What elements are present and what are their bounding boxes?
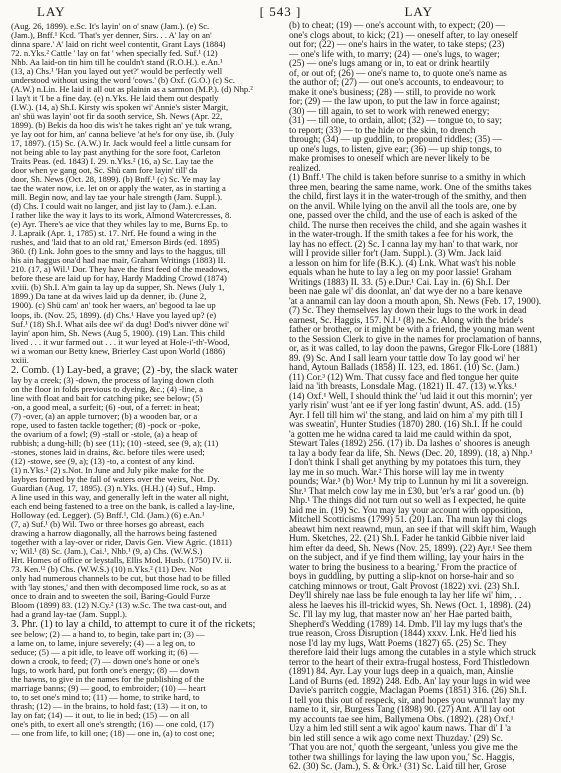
text-line: lived . . . it wur farmed out . . . it wur leyed at Hole-i'-th'-Wood,: [11, 336, 230, 347]
text-line: each end being fastened to a tree on the bank, is called a lay-line,: [11, 500, 235, 511]
text-line: father or brother, or it might be with a friend, the young man went: [289, 325, 535, 335]
text-line: see below; (2) — a hand to, to begin, take part in; (3) —: [11, 629, 205, 640]
text-line: layin' apon him, Sh. News (Aug 5, 1900). (19) Lan. This child: [11, 327, 225, 338]
running-header: [0, 4, 561, 20]
text-line: 2. Comb. (1) Lay-bed, a grave; (2) -by, the slack water: [11, 364, 238, 376]
text-line: of, or out of; (26) — one's name to, to quote one's name as: [289, 68, 507, 79]
text-line: laybyes formed by the fall of waters over the weirs, Not. Dy.: [11, 473, 220, 484]
text-line: drawing a harrow diagonally, all the harrows being fastened: [11, 527, 217, 538]
left-headword: LAY: [37, 4, 66, 19]
text-line: him efter da deed, Sh. News (Nov. 25, 1899). (22) Ayr.¹ See them: [289, 543, 532, 554]
text-line: a lesson on him for life (B.K.). (4) Lnk. What was't his noble: [289, 258, 516, 269]
text-line: was sweatin', Hunter Studies (1870) 280. (16) Sh.I. If he could: [289, 420, 523, 430]
text-line: child. The nurse then receives the child, and she again washes it: [289, 220, 527, 231]
text-line: to report; (33) — to the hide or the skin, to drench: [289, 125, 476, 136]
text-line: (1) n.Yks.² (2) s.Not. In June and July pike make for the: [11, 464, 204, 475]
text-line: been nae gale wi' dis doonlat, an' dat wye der no a bare kenave: [289, 287, 523, 297]
text-line: laid me in. (19) Sc. You may lay your account with opposition,: [289, 505, 523, 516]
text-line: Holloway (ed. Legger). (5) Bnff.¹, Cld. (Jam.) (6) e.An.¹: [11, 509, 205, 520]
text-line: Shepherd's Wedding (1789) 14. Dmb. I'll lay my lugs that's the: [289, 619, 523, 630]
text-line: 360. (f) Lnk. John goes to the smny and lays to the haggus, till: [11, 246, 226, 257]
text-line: wi a woman our Betty knew, Brierley Cast upon World (1886): [11, 345, 226, 356]
text-line: xxiii.: [11, 354, 29, 365]
text-line: true reason, Cross Disruption (1844) xxxv. Lnk. He'd lied his: [289, 629, 517, 639]
text-line: Stewart Tales (1892) 256. (17) ib. Da lashes o' shoores is aneugh: [289, 439, 530, 449]
text-line: will I provide siller for't (Jam. Suppl.). (3) Wm. Jack laid: [289, 249, 502, 259]
text-line: (d) Chs. I could wait no langer, and jist lay to (Jam.). e.Lan.: [11, 201, 217, 212]
text-line: (Aug. 26, 1899). e.Sc. It's layin' on o' snaw (Jam.). (e) Sc.: [11, 21, 210, 31]
text-line: the hawns, to give in the names for the publishing of the: [11, 674, 205, 685]
text-line: Suf.¹ (18) Sh.I. What ails dee wi' da dug! Dod's nivver döne wi': [11, 318, 229, 329]
text-line: through; (34) — up guddlin, to propound riddles; (35) —: [289, 135, 502, 145]
text-line: thrash; (12) — in the brains, to hold fast; (13) — it on, to: [11, 701, 208, 712]
text-line: 'a gotten me he widna cared ta laid me cauld within da spot,: [289, 429, 512, 440]
text-line: door when ye gang oot, Sc. Shü cam fore layin' till' da: [11, 165, 198, 176]
text-line: (7) -over, (a) an apple turnover; (b) a wooden bar, or a: [11, 410, 198, 421]
text-line: lay by a creek; (3) -down, the process of laying down cloth: [11, 374, 214, 385]
text-line: (7) Sc. They themselves lay down their lugs to the work in dead: [289, 306, 527, 316]
text-line: (Jam.), Bnff.¹ Kcd. 'That's yer denner, Sirs. . . A' lay on an': [11, 30, 212, 41]
text-line: (A.W.) n.Lin. He laid it all out as plainin as a sarmon (M.P.). (d) Nhp.²: [11, 84, 253, 95]
text-line: (25) — one's lugs amang or in, to eat or drink heartily: [289, 59, 490, 69]
text-line: one, passed over the child, and the use of each is asked of the: [289, 211, 517, 221]
text-line: 72. n.Yks.² Cattle ' lay on fat ' when specially fed. Suf.¹ (12): [11, 48, 218, 59]
text-line: rushes, and 'laid that to an old rat,' Emerson Birds (ed. 1895): [11, 237, 220, 248]
text-line: ye lay oot for him, an' canna believe 'at he's for ony üse, ib. (July: [11, 129, 235, 140]
text-line: 73. Ken.¹² (b) Chs. (W.W.S.) (10) n.Yks.² (11) Dev. Not: [11, 563, 202, 574]
text-line: to, to set one's mind to; (11) — home, to strike hard, to: [11, 692, 200, 703]
text-line: nose I'd lay my lugs, Watt Poems (1827) 65. (25) Sc. They: [289, 638, 507, 649]
text-line: the ovarium of a fowl; (9) -stall or -stole, (a) a heap of: [11, 428, 198, 439]
text-line: up one's lugs, to listen, give ear; (36) — up ship tongs, to: [289, 144, 502, 155]
text-line: (e) Ayr. There's ae vice that they whiles lay to me, Burns Ep. to: [11, 219, 228, 230]
text-line: 1899). (b) Bekis da hoo dis wis't he takes right an' ye tuk wrang,: [11, 120, 233, 131]
text-line: in the water-trough. If the smith takes a fee for his work, the: [289, 230, 513, 240]
text-line: lay has no effect. (2) Sc. I canna lay my han' to that wark, nor: [289, 239, 518, 250]
text-line: (1) Bnff.¹ The child is taken before sunrise to a smithy in which: [289, 173, 526, 183]
text-line: out for; (22) — one's hairs in the water, to take steps; (23): [289, 40, 505, 50]
text-line: -stones, stones laid in drains, &c. before tiles were used;: [11, 446, 205, 457]
text-line: the author of; (27) — out one's accounts, to endeavour; to: [289, 78, 504, 88]
text-line: Nhb. Aa laid-on tin him till he couldn't stand (R.O.H.). e.An.¹: [11, 57, 223, 68]
text-line: marriage banns; (9) — good, to embroider; (10) — heart: [11, 683, 206, 694]
text-line: Writings (1883) II. 33. (5) e.Dur.¹ Cai. Lay in. (6) Sh.I. Der: [289, 277, 510, 288]
text-line: (7, a) Suf.¹ (b) Wil. Two or three horses go abreast, each: [11, 518, 204, 529]
text-line: 'at a annamil can lay doon a mouth apon, Sh. News (Feb. 17, 1900).: [289, 296, 542, 307]
text-line: make it one's business; (28) — still, to provide no work: [289, 87, 496, 98]
text-line: aless he laeves his ill-trickid wyes, Sh. News (Oct. 1, 1898). (24): [289, 600, 531, 611]
text-line: lugs, to work hard, put forth one's energy; (8) — down: [11, 665, 200, 676]
text-line: Davie's parritch coggie, Maclagan Poems (1851) 316. (26) Sh.I.: [289, 686, 527, 696]
text-line: boys in guddling, by putting a slip-knot on horse-hair and so: [289, 572, 514, 582]
text-line: terror to the heart of their extra-frugal hostess, Ford Thistledown: [289, 657, 530, 668]
text-line: -on, a good meal, a surfeit; (6) -out, of a ferret: in heat;: [11, 401, 200, 412]
text-line: an' shü was layin' oot fir da sooth service, Sh. News (Apr. 22,: [11, 111, 223, 122]
text-line: loops, ib. (Nov. 25, 1899). (d) Chs.¹ Have you layed up? (e): [11, 309, 217, 320]
text-line: I tell you this out of respeck, sir, and hopes you wunna't lay my: [289, 695, 525, 706]
text-line: before these are laid up for hay, Hardy Madding Crowd (1874): [11, 273, 227, 284]
text-line: 89. (9) Sc. And I sall learn your tattle dow To lay good wi' her: [289, 353, 520, 364]
text-line: my accounts tae see him, Ballymena Obs. (1892). (28) Oxf.¹: [289, 714, 514, 725]
text-line: 62. (30) Sc. (Jam.), S. & Ork.¹ (31) Sc. Laid till her, Grose: [289, 762, 507, 772]
text-line: dinna spare.' A' laid on richt weel contentit, Grant Lays (1884): [11, 39, 226, 50]
text-line: make promises to oneself which are never likely to be: [289, 154, 490, 164]
text-line: tother twa shillings for laying the law upon you,' Sc. Haggis,: [289, 752, 515, 763]
text-line: Uzy a him led still sent a wik agoo' kaum naws. Thar di' I 'a: [289, 724, 511, 734]
text-line: 'That you are not,' quoth the sergeant, 'unless you give me the: [289, 743, 518, 753]
text-line: once to drain and to sweeten the soil, Baring-Gould Furze: [11, 590, 211, 601]
text-line: xviii. (b) Sh.I. A'm gain ta lay up da supper, Sh. News (July 1,: [11, 282, 225, 293]
text-line: equals whan he hute to lay a leg on my poor lassie! Graham: [289, 268, 512, 278]
text-line: name to it, sir, Burgess Tang (1898) 90. (27) Ant. A'll lay oot: [289, 705, 515, 715]
text-line: for; (29) — the law upon, to put the law in force against;: [289, 97, 500, 107]
text-line: Hum. Sketches, 22. (21) Sh.I. Fader he tankid Gibbie niver laid: [289, 534, 525, 544]
text-line: Bloom (1899) 83. (12) N.Cy.² (13) w.Sc. The twa cast-out, and: [11, 599, 227, 610]
text-line: Mitchell Scotticisms (1799) 51. (20) Lan. Tha mun lay thi clogs: [289, 515, 527, 525]
text-line: Hrt. Homes of office or leystalls, Ellis Mod. Husb. (1750) IV. ii.: [11, 554, 232, 565]
text-line: understood without using the word 'cows.' (b) Oxf. (G.O.) (c) Sc.: [11, 75, 235, 86]
text-line: ta lay a body fear da life, Sh. News (Dec. 20, 1899). (18, a) Nhp.¹: [289, 448, 533, 459]
text-line: (b) to cheat; (19) — one's account with, to expect; (20) —: [289, 21, 505, 31]
text-line: (1891) 84. Ayr. Lay your lugs deep in a quaich, man, Ainslie: [289, 667, 514, 677]
text-line: yarly risin' wust 'ant ee if yer long fastin' dwunt, AS. add. (15): [289, 401, 520, 411]
text-line: v; Wil.¹ (8) Sc. (Jam.), Cai.¹, Nhb.¹ (9, a) Chs. (W.W.S.): [11, 545, 203, 556]
text-line: rubbish; a dung-hill; (b) see (11); (10) -steed, see (9, a); (11): [11, 437, 219, 448]
text-line: Ayr. I fell till him wi' the stang, and laid on him a' my pith till I: [289, 410, 523, 421]
text-line: one's pith, to exert all one's strength; (16) — one cold, (17): [11, 719, 214, 730]
text-line: Land of Burns (ed. 1892) 248. Edb. An' lay your lugs in wid wee: [289, 676, 531, 687]
text-line: down a crook, to feed; (7) — down one's hone or one's: [11, 656, 200, 667]
text-line: lay me in so much. War.² This horse will lay me in twenty: [289, 467, 504, 478]
text-line: to the Session Clerk to give in the names for proclamation of banns,: [289, 334, 542, 345]
text-line: (11) Cor.³ (12) Wm. That cussy face and fled tongue her quite: [289, 372, 519, 383]
text-line: — one from life, to kill one; (18) — one in, (a) to cost one;: [11, 728, 215, 739]
text-line: the child, first lays it in the water-trough of the smithy, and then: [289, 192, 527, 202]
text-line: I don't think I shall get anything by my potatoes this turn, they: [289, 458, 521, 468]
text-line: on the subject, and if ye find them willing, lay your hairs in the: [289, 553, 524, 563]
text-line: had a grand lay-tae (Jam. Suppl.).: [11, 609, 127, 619]
text-line: laid na 'ith breasts, Lonsdale Mag. (1821) II. 47. (13) w.Yks.¹: [289, 382, 517, 392]
page-number: [ 543 ]: [259, 4, 302, 19]
text-line: door, Sh. News (Oct. 28, 1899). (b) Bnff.¹ (c) Sc. Ye may lay: [11, 174, 221, 185]
text-line: hand, Aytoun Ballads (1858) II. 123, ed. 1861. (10) Sc. (Jam.): [289, 363, 520, 373]
text-line: three men, bearing the same name, work. One of the smiths takes: [289, 182, 532, 193]
text-line: 1900). (c) Shü cam' an' took her waers, an' begood ta lae up: [11, 300, 216, 311]
text-line: only had numerous channels to be cut, but those had to be filled: [11, 572, 231, 583]
text-line: I rather like the way it lays to its work, Almond Watercresses, 8.: [11, 210, 232, 221]
text-line: abeawt him next reawnd, mun, an see if that will skift him, Waugh: [289, 524, 537, 535]
text-line: with 'lay stones,' and then with decomposed lime rock, so as at: [11, 581, 227, 592]
text-line: not being able to lay past anything for the sore foot, Carleton: [11, 147, 221, 158]
text-line: on the anvil. While lying on the anvil all the tools are, one by: [289, 201, 517, 212]
text-line: earnest, Sc. Haggis, 157. N.I.¹ (8) ne.Sc. Along with the bride's: [289, 315, 524, 326]
text-line: (13, a) Chs.¹ 'Han you layed out yet?' would be perfectly well: [11, 66, 223, 77]
text-line: Guardian (Aug. 17, 1895). (3) n.Yks. (H.H.) (4) Suf., Hmp.: [11, 482, 216, 493]
text-line: A line used in this way, and generally left in the water all night,: [11, 491, 229, 502]
text-line: — one's life with, to marry; (24) — one's lugs, to wager;: [289, 49, 500, 60]
text-line: line with float and bait for catching pike; see below; (5): [11, 392, 203, 403]
text-line: Traits Peas. (ed. 1843) I. 29. n.Yks.² (16, a) Sc. Lay tae the: [11, 156, 214, 167]
text-line: 3. Phr. (1) to lay a child, to attempt to cure it of the rickets;: [11, 619, 256, 631]
text-line: mill. Begin now, and lay tae your hale strength (Jam. Suppl.).: [11, 192, 223, 203]
text-line: on the floor in folds previous to dyeing, &c.; (4) -line, a: [11, 383, 203, 394]
text-line: bin led still sence a wik ago come next Thuzday.' (29) Sc.: [289, 733, 503, 744]
right-column: [289, 21, 543, 772]
left-column: [11, 22, 265, 750]
text-line: therefore laid their lugs among the cutables in a style which struck: [289, 648, 537, 658]
text-line: J. Lapraik (Apr. 1, 1785) st. 17. Nrf. He found a wing in the: [11, 228, 217, 239]
text-line: tae the water now, i.e. let on or apply the water, as in starting a: [11, 183, 226, 194]
text-line: (14) Oxf.¹ Well, I should think the' 'ud laid it out this mornin'; yer: [289, 391, 533, 402]
text-line: a lame on, to lame, injure severely; (4) — a leg on, to: [11, 638, 195, 649]
text-line: Shr.¹ That melch cow lay me in £30, but 'er's a rar' good un. (b): [289, 486, 524, 497]
text-line: water to bring the business to a bearing.' From the practice of: [289, 562, 517, 573]
text-line: I lay't it 'I be a fine day. (e) n.Yks. He laid them out despatly: [11, 93, 219, 104]
text-line: catching minnows or trout, Galt Provost (1822) xvi. (23) Sh.I.: [289, 581, 520, 592]
text-line: together with a lay-over or rider, Davis Gen. View Agric. (1811): [11, 536, 232, 547]
text-line: (12) -stowe, see (9, a); (13) -to, a contest of any kind.: [11, 455, 195, 466]
text-line: 1899.) Da tane at da wives laid up da denner, ib. (June 2,: [11, 291, 207, 302]
text-line: 210. (17, a) Wil.¹ Dor. They have the first feed of the meadows,: [11, 264, 230, 275]
text-line: (30) — till again, to set to work with renewed energy;: [289, 106, 490, 117]
text-line: his ain haggus ona'd had nae mair, Graham Writings (1883) II.: [11, 255, 226, 266]
text-line: pounds; War.³ (b) Wor.¹ My trip to Lunnun hy mi lit a sovereign.: [289, 477, 529, 487]
text-line: Sc. I'll lay my lug, that master now an' her Hae parted baith,: [289, 610, 513, 620]
text-line: 17, 1897). (15) Sc. (A.W.) Ir. Jack would feel a little cunsam for: [11, 138, 232, 149]
text-line: Nhp.¹ The things did not turn out so well as I expected, he quite: [289, 496, 526, 506]
text-line: Dey'll shirely nae lass be fule enough ta lay her life wi' him, . .: [289, 591, 522, 601]
text-line: or, as it was called, to lay doon the pawns, Gregor Flk-Lore (1881): [289, 344, 538, 354]
text-line: one's clogs about, to kick; (21) — oneself after, to lay oneself: [289, 30, 518, 41]
text-line: (31) — till one, to ordain, allot; (32) — tongue to, to say;: [289, 116, 503, 126]
text-line: realized.: [289, 163, 321, 174]
text-line: (I.W.). (14, a) Sh.I. Kirsty wis spoken wi' Annie's sister Margit,: [11, 102, 229, 113]
text-line: lay on fat; (14) — it out, to lie in bed; (15) — on all: [11, 710, 190, 721]
text-line: rope, used to fasten tackle together; (8) -pock or -poke,: [11, 419, 201, 430]
right-headword: LAY: [404, 4, 433, 19]
text-line: seduce; (5) — a pit idle, to leave off working it; (6) —: [11, 647, 199, 658]
